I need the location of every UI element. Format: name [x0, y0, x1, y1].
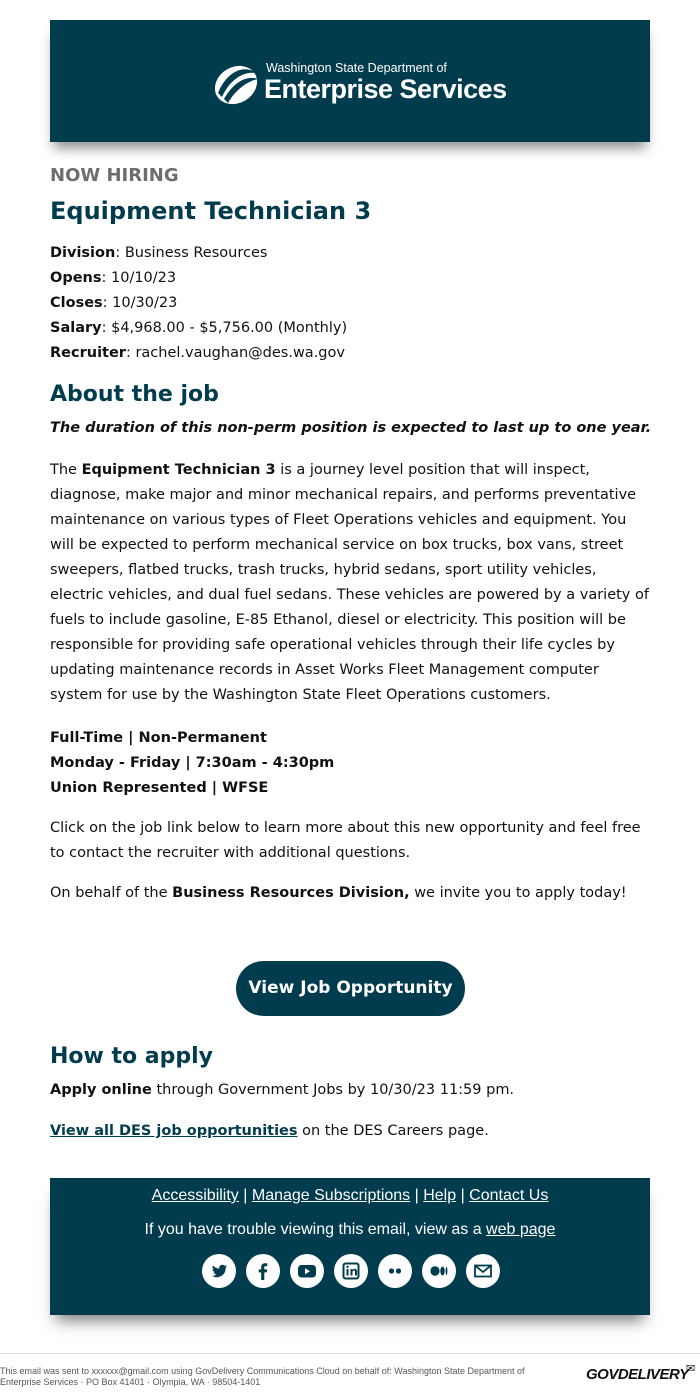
- about-heading: About the job: [50, 382, 219, 407]
- view-text: If you have trouble viewing this email, view as a: [144, 1221, 487, 1238]
- accessibility-link[interactable]: Accessibility: [151, 1187, 239, 1204]
- des-swoosh-icon: [210, 59, 262, 107]
- schedule-line: Union Represented | WFSE: [50, 780, 269, 796]
- detail-label: Closes: [50, 295, 103, 311]
- now-hiring-label: NOW HIRING: [50, 165, 179, 186]
- how-to-apply-heading: How to apply: [50, 1044, 214, 1069]
- job-title: Equipment Technician 3: [50, 197, 372, 225]
- govdelivery-divider: [0, 1353, 700, 1354]
- detail-closes: [50, 291, 347, 316]
- govdelivery-logo[interactable]: GOVDELIVERY: [586, 1366, 689, 1383]
- link-separator: |: [238, 1187, 252, 1204]
- detail-value: : 10/30/23: [102, 295, 178, 311]
- detail-salary: [50, 316, 347, 341]
- intro-after: is a journey level position that will inspect, diagnose, make major and minor mechanical repairs, and performs preventative maintenance on various types of Fleet Operations vehicles and equipment. You will be expected to perform mechanical service on box trucks, box vans, street sweepers, flatbed trucks, trash trucks, hybrid sedans, sport utility vehicles, electric vehicles, and dual fuel sedans. These vehicles are powered by a variety of fuels to include gasoline, E-85 Ethanol, diesel or electricity. This position will be responsible for providing safe operational vehicles through their life cycles by updating maintenance records in Asset Works Fleet Management computer system for use by the Washington State Fleet Operations customers.: [50, 462, 649, 703]
- apply-online-bold: Apply online: [50, 1082, 152, 1098]
- invitation-text: [50, 881, 650, 906]
- intro-bold: Equipment Technician 3: [81, 462, 276, 478]
- intro-before: The: [50, 462, 82, 478]
- flickr-icon[interactable]: [378, 1254, 412, 1288]
- disclaimer-line: This email was sent to xxxxxx@gmail.com using GovDelivery Communications Cloud on behalf of: Washington State Department of: [0, 1366, 525, 1376]
- detail-label: Salary: [50, 320, 102, 336]
- detail-value: : $4,968.00 - $5,756.00 (Monthly): [101, 320, 348, 336]
- schedule-line: Monday - Friday | 7:30am - 4:30pm: [50, 755, 335, 771]
- detail-value: : Business Resources: [115, 245, 268, 261]
- view-all-jobs-link[interactable]: View all DES job opportunities: [50, 1123, 298, 1139]
- logo-small-text: Washington State Department of: [266, 61, 447, 75]
- behalf-before: On behalf of the: [50, 885, 173, 901]
- help-link[interactable]: Help: [423, 1187, 457, 1204]
- careers-text: [50, 1119, 650, 1144]
- detail-value: : 10/10/23: [101, 270, 177, 286]
- link-separator: |: [456, 1187, 470, 1204]
- schedule-info: [50, 726, 334, 801]
- detail-division: [50, 241, 347, 266]
- manage-subscriptions-link[interactable]: Manage Subscriptions: [251, 1187, 411, 1204]
- careers-rest: on the DES Careers page.: [297, 1123, 489, 1139]
- govdelivery-disclaimer: [0, 1366, 590, 1388]
- contact-us-link[interactable]: Contact Us: [469, 1187, 549, 1204]
- link-separator: |: [410, 1187, 424, 1204]
- medium-icon[interactable]: [422, 1254, 456, 1288]
- logo-large-text: Enterprise Services: [264, 74, 507, 104]
- detail-value: : rachel.vaughan@des.wa.gov: [125, 345, 345, 361]
- twitter-icon[interactable]: [202, 1254, 236, 1288]
- youtube-icon[interactable]: [290, 1254, 324, 1288]
- email-footer: [50, 1178, 650, 1315]
- view-job-opportunity-button[interactable]: View Job Opportunity: [236, 961, 465, 1016]
- disclaimer-line: Enterprise Services · PO Box 41401 · Olympia, WA · 98504-1401: [0, 1377, 261, 1387]
- detail-label: Opens: [50, 270, 102, 286]
- detail-opens: [50, 266, 347, 291]
- detail-label: Division: [50, 245, 116, 261]
- envelope-icon: ✉: [686, 1362, 696, 1375]
- email-icon[interactable]: [466, 1254, 500, 1288]
- click-instructions: Click on the job link below to learn more about this new opportunity and feel free to contact the recruiter with additional questions.: [50, 820, 641, 861]
- behalf-after: we invite you to apply today!: [409, 885, 627, 901]
- detail-recruiter: [50, 341, 347, 366]
- schedule-line: Full-Time | Non-Permanent: [50, 730, 267, 746]
- email-header: [50, 20, 650, 142]
- linkedin-icon[interactable]: [334, 1254, 368, 1288]
- facebook-icon[interactable]: [246, 1254, 280, 1288]
- detail-label: Recruiter: [50, 345, 126, 361]
- footer-links: [50, 1187, 650, 1205]
- web-page-link[interactable]: web page: [486, 1221, 556, 1238]
- behalf-bold: Business Resources Division,: [172, 885, 410, 901]
- job-details: [50, 241, 347, 366]
- des-logo: [210, 57, 507, 109]
- apply-online-rest: through Government Jobs by 10/30/23 11:59 pm.: [151, 1082, 515, 1098]
- apply-online-text: [50, 1078, 650, 1103]
- view-as-webpage: [50, 1221, 650, 1239]
- job-description: [50, 458, 650, 708]
- duration-note: The duration of this non-perm position is expected to last up to one year.: [50, 420, 652, 436]
